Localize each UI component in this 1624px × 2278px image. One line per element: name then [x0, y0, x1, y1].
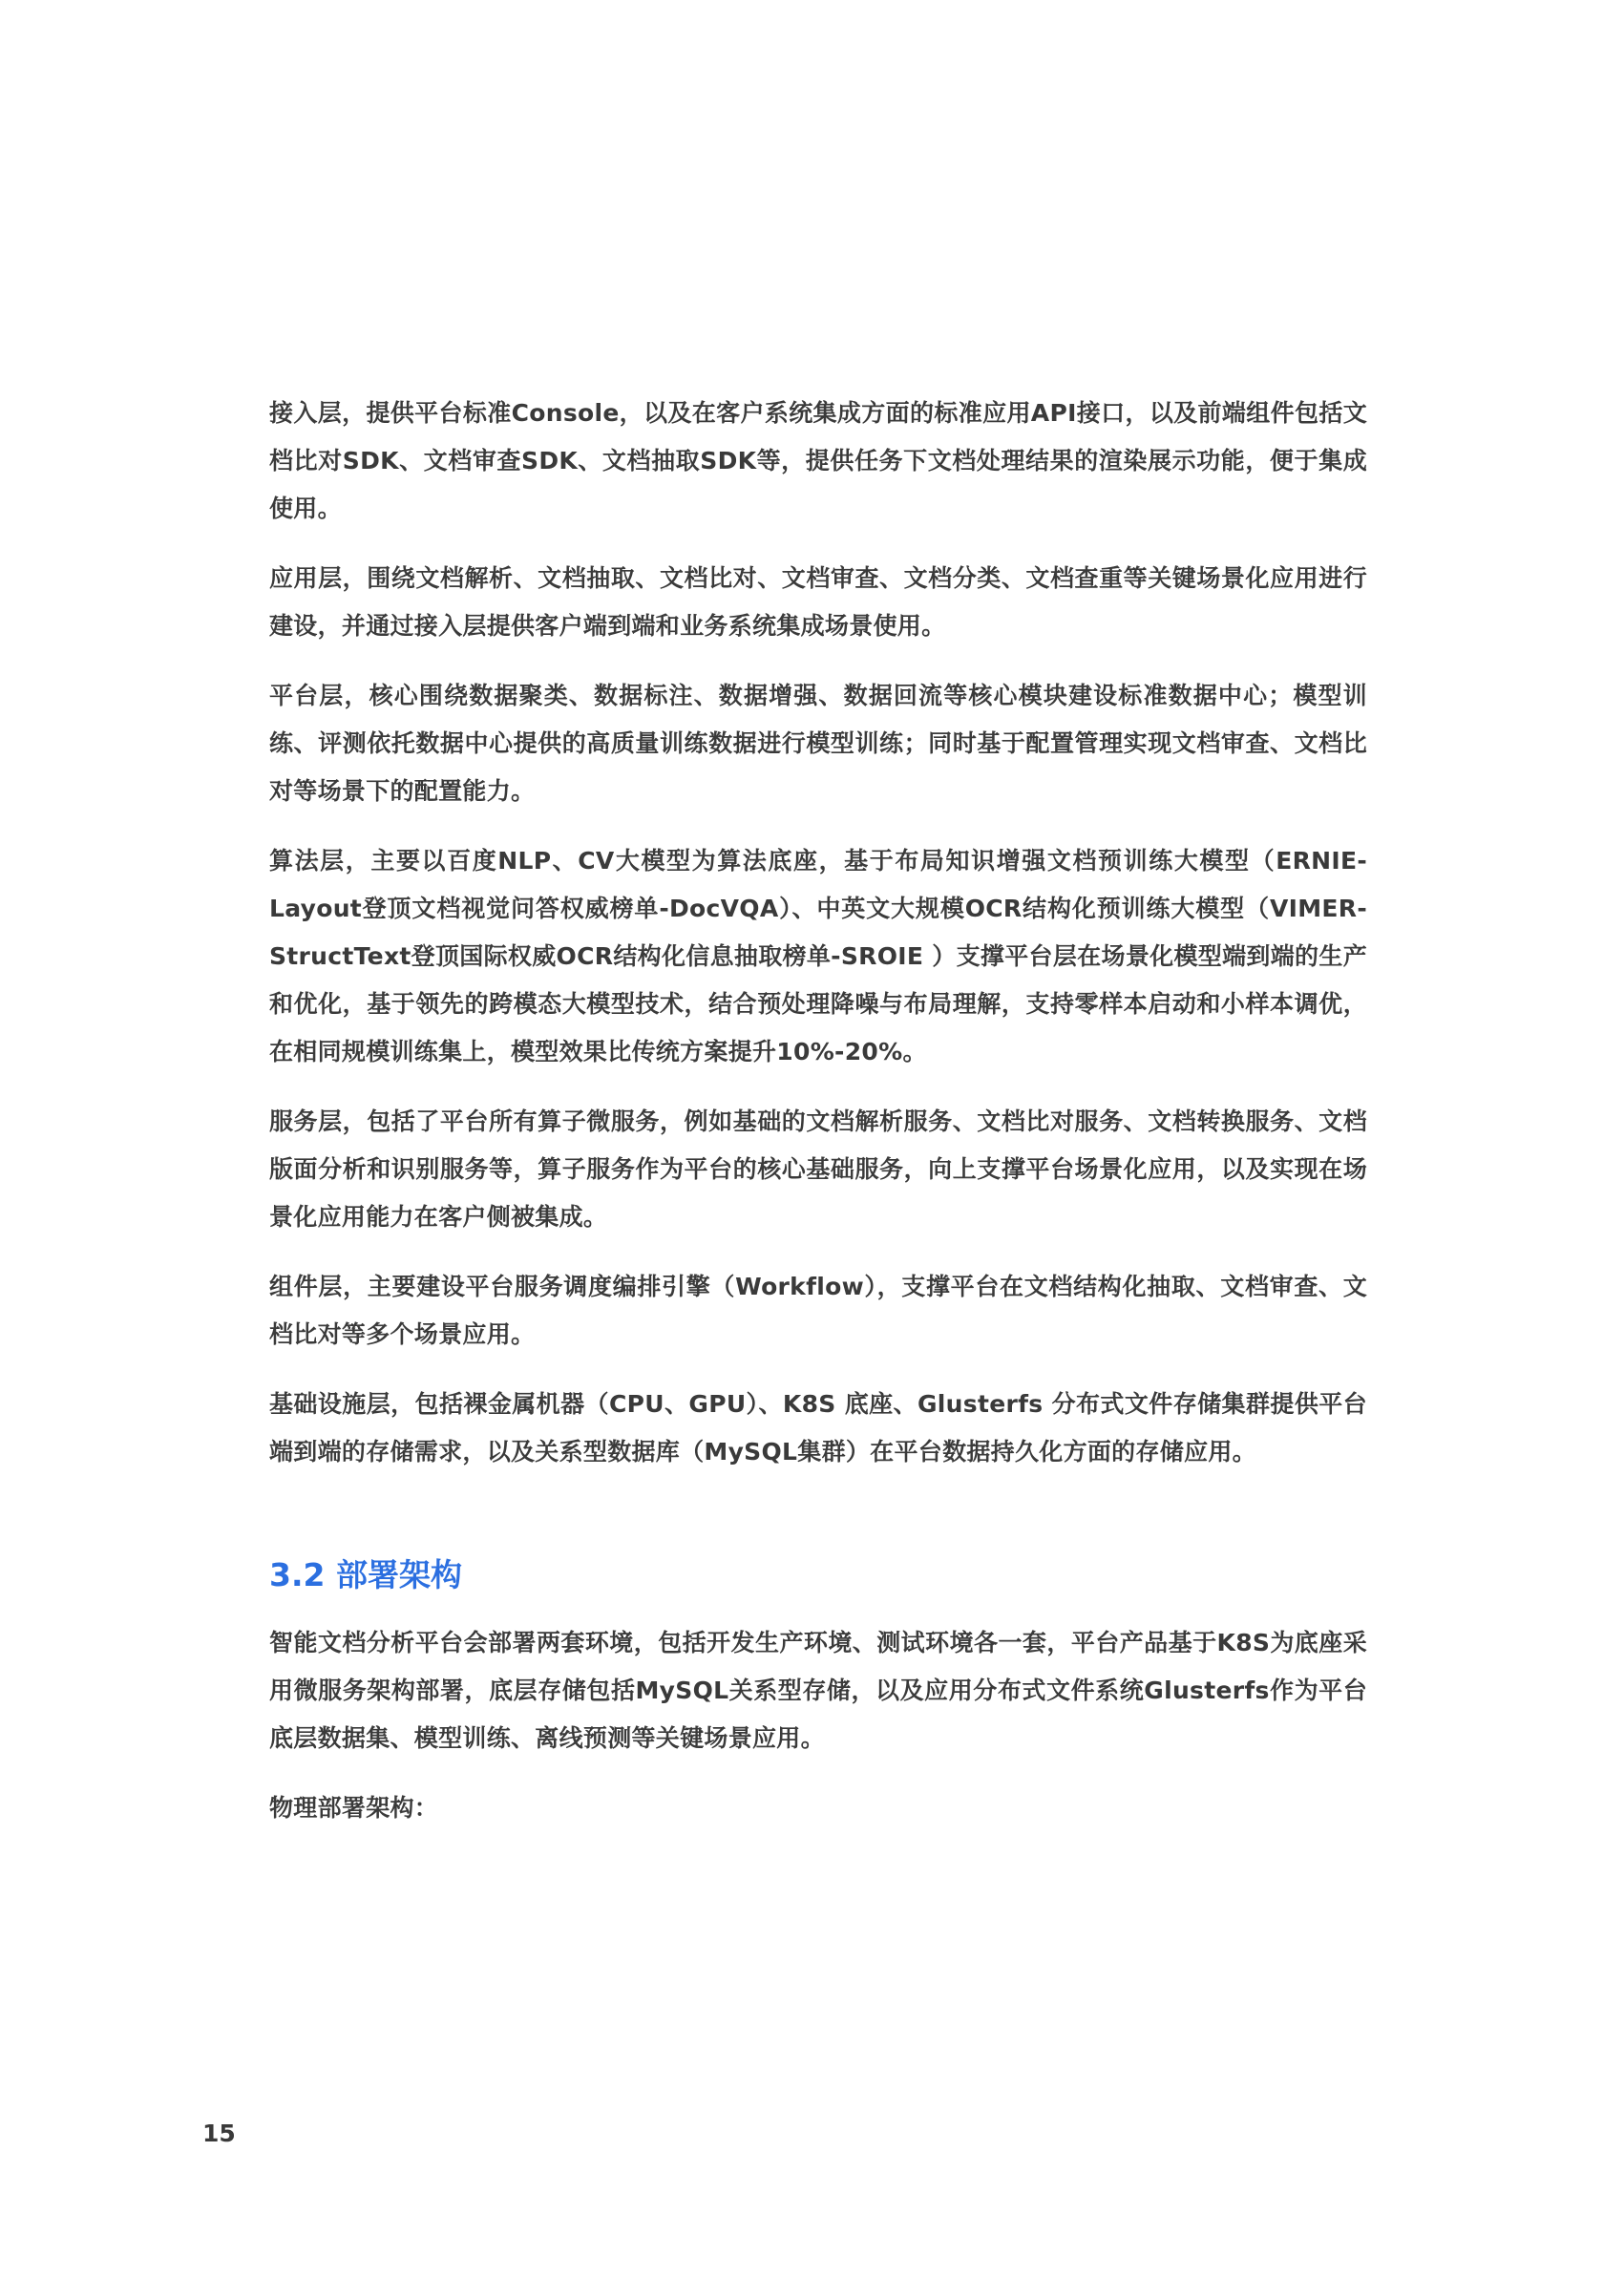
paragraph-infrastructure-layer: 基础设施层，包括裸金属机器（CPU、GPU）、K8S 底座、Glusterfs 分布式文件存储集群提供平台端到端的存储需求，以及关系型数据库（MySQL集群）在平台数据持久化方面的存储应用。	[269, 1390, 1367, 1466]
paragraph-platform-layer: 平台层，核心围绕数据聚类、数据标注、数据增强、数据回流等核心模块建设标准数据中心；模型训练、评测依托数据中心提供的高质量训练数据进行模型训练；同时基于配置管理实现文档审查、文档比对等场景下的配置能力。	[269, 682, 1367, 805]
paragraph-access-layer: 接入层，提供平台标准Console，以及在客户系统集成方面的标准应用API接口，以及前端组件包括文档比对SDK、文档审查SDK、文档抽取SDK等，提供任务下文档处理结果的渲染展示功能，便于集成使用。	[269, 399, 1367, 522]
section-heading: 3.2 部署架构	[269, 1556, 462, 1593]
paragraph-application-layer: 应用层，围绕文档解析、文档抽取、文档比对、文档审查、文档分类、文档查重等关键场景化应用进行建设，并通过接入层提供客户端到端和业务系统集成场景使用。	[269, 564, 1367, 640]
page-number: 15	[202, 2120, 236, 2147]
paragraph-service-layer: 服务层，包括了平台所有算子微服务，例如基础的文档解析服务、文档比对服务、文档转换服务、文档版面分析和识别服务等，算子服务作为平台的核心基础服务，向上支撑平台场景化应用，以及实现在场景化应用能力在客户侧被集成。	[269, 1107, 1367, 1231]
page-content	[269, 390, 1367, 1854]
paragraph-algorithm-layer: 算法层，主要以百度NLP、CV大模型为算法底座，基于布局知识增强文档预训练大模型（ERNIE-Layout登顶文档视觉问答权威榜单-DocVQA）、中英文大规模OCR结构化预训练大模型（VIMER-StructText登顶国际权威OCR结构化信息抽取榜单-SROIE ）支撑平台层在场景化模型端到端的生产和优化，基于领先的跨模态大模型技术，结合预处理降噪与布局理解，支持零样本启动和小样本调优，在相同规模训练集上，模型效果比传统方案提升10%-20%。	[269, 847, 1367, 1065]
paragraph-component-layer: 组件层，主要建设平台服务调度编排引擎（Workflow），支撑平台在文档结构化抽取、文档审查、文档比对等多个场景应用。	[269, 1273, 1367, 1348]
paragraph-physical-deployment-label: 物理部署架构：	[269, 1794, 439, 1822]
paragraph-deployment-overview: 智能文档分析平台会部署两套环境，包括开发生产环境、测试环境各一套，平台产品基于K8S为底座采用微服务架构部署，底层存储包括MySQL关系型存储，以及应用分布式文件系统Glusterfs作为平台底层数据集、模型训练、离线预测等关键场景应用。	[269, 1629, 1367, 1752]
